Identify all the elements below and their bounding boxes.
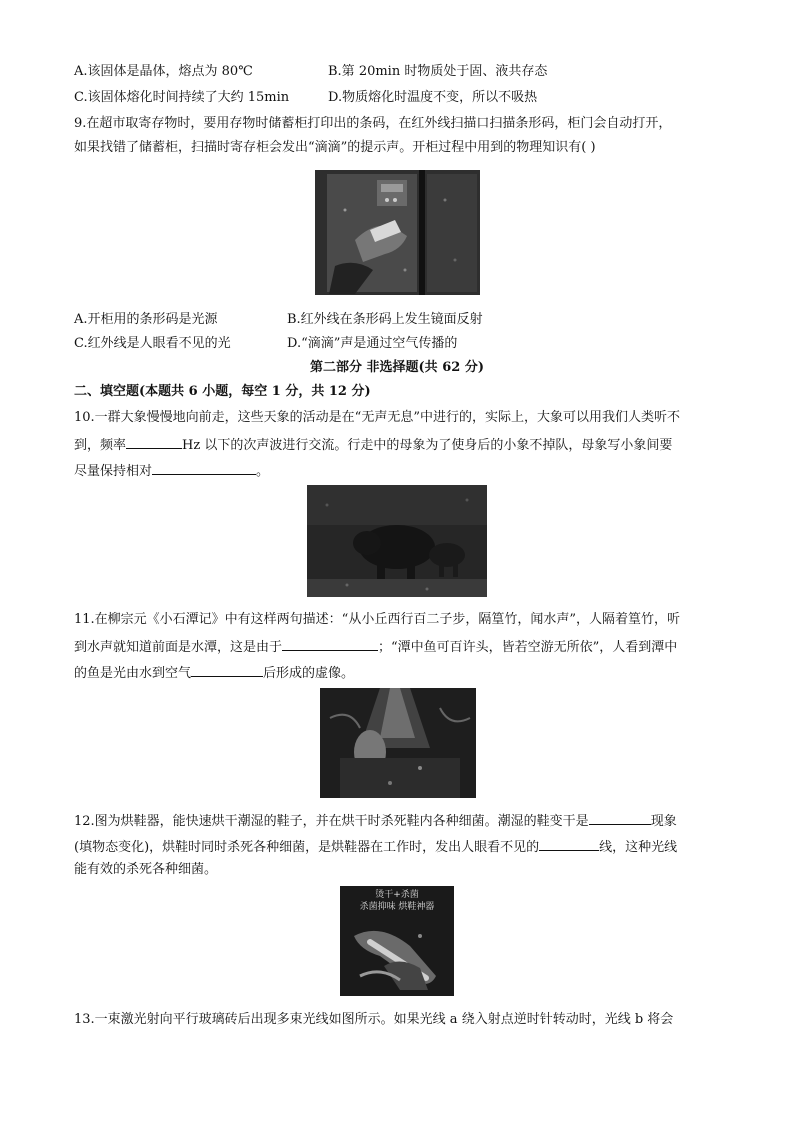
q10-line2-text-a: 到，频率 — [74, 438, 127, 453]
section-two-heading: 二、填空题(本题共 6 小题，每空 1 分，共 12 分) — [74, 384, 371, 399]
q12-answer-blank-2[interactable] — [539, 838, 599, 851]
q9-option-c: C.红外线是人眼看不见的光 — [74, 336, 231, 351]
shoe-dryer-illustration — [340, 916, 454, 996]
q12-stem-line3: 能有效的杀死各种细菌。 — [74, 862, 218, 877]
elephants-photo — [307, 485, 487, 597]
elephants-illustration — [307, 485, 487, 597]
q8-option-d: D.物质熔化时温度不变，所以不吸热 — [328, 90, 538, 105]
shoe-dryer-caption-2: 杀菌抑味 烘鞋神器 — [359, 902, 435, 912]
storage-locker-photo — [315, 170, 480, 295]
pond-illustration — [320, 688, 476, 798]
pond-photo — [320, 688, 476, 798]
q10-stem-line1: 10.一群大象慢慢地向前走，这些天象的活动是在“无声无息”中进行的，实际上，大象可以用我们人类听不 — [74, 410, 680, 425]
part-two-heading: 第二部分 非选择题(共 62 分) — [310, 360, 484, 375]
q9-option-d: D.“滴滴”声是通过空气传播的 — [287, 336, 458, 351]
q12-line2-text-a: (填物态变化)，烘鞋时同时杀死各种细菌，是烘鞋器在工作时，发出人眼看不见的 — [74, 840, 540, 855]
q8-option-a: A.该固体是晶体，熔点为 80℃ — [74, 64, 253, 79]
q10-answer-blank-1[interactable] — [126, 436, 182, 449]
q10-line2-text-b: Hz 以下的次声波进行交流。行走中的母象为了使身后的小象不掉队，母象写小象间要 — [182, 438, 673, 453]
q11-line3-text-b: 后形成的虚像。 — [263, 666, 355, 681]
q11-answer-blank-1[interactable] — [282, 638, 378, 651]
q12-line1-text-a: 12.图为烘鞋器，能快速烘干潮湿的鞋子，并在烘干时杀死鞋内各种细菌。潮湿的鞋变干是 — [74, 814, 589, 829]
q12-stem-line2 — [74, 838, 677, 856]
q13-stem-line1: 13.一束激光射向平行玻璃砖后出现多束光线如图所示。如果光线 a 绕入射点逆时针转动时，光线 b 将会 — [74, 1012, 674, 1027]
q10-stem-line2 — [74, 436, 672, 454]
q9-stem-line2: 如果找错了储蓄柜，扫描时寄存柜会发出“滴滴”的提示声。开柜过程中用到的物理知识有( ) — [74, 140, 596, 155]
shoe-dryer-caption-1: 烫干+杀菌 — [375, 890, 419, 900]
q11-line2-text-b: ；“潭中鱼可百许头，皆若空游无所依”，人看到潭中 — [378, 640, 678, 655]
q11-stem-line2 — [74, 638, 677, 656]
q10-answer-blank-2[interactable] — [152, 462, 256, 475]
q11-line2-text-a: 到水声就知道前面是水潭，这是由于 — [74, 640, 283, 655]
q10-stem-line3 — [74, 462, 269, 480]
q12-stem-line1 — [74, 812, 677, 830]
q9-option-a: A.开柜用的条形码是光源 — [74, 312, 218, 327]
q11-answer-blank-2[interactable] — [191, 664, 263, 677]
q11-line3-text-a: 的鱼是光由水到空气 — [74, 666, 192, 681]
q9-stem-line1: 9.在超市取寄存物时，要用存物时储蓄柜打印出的条码，在红外线扫描口扫描条形码，柜门会自动打开， — [74, 116, 672, 131]
q12-answer-blank-1[interactable] — [589, 812, 651, 825]
q9-option-b: B.红外线在条形码上发生镜面反射 — [287, 312, 483, 327]
q12-line1-text-b: 现象 — [650, 814, 677, 829]
q8-option-b: B.第 20min 时物质处于固、液共存态 — [328, 64, 548, 79]
q10-line3-text-a: 尽量保持相对 — [74, 464, 153, 479]
q8-option-c: C.该固体熔化时间持续了大约 15min — [74, 90, 290, 105]
q12-line2-text-b: 线，这种光线 — [599, 840, 678, 855]
storage-locker-illustration — [315, 170, 480, 295]
q11-stem-line3 — [74, 664, 354, 682]
shoe-dryer-photo — [340, 886, 454, 996]
q11-stem-line1: 11.在柳宗元《小石潭记》中有这样两句描述：“从小丘西行百二子步，隔篁竹，闻水声”，人隔着篁竹，听 — [74, 612, 680, 627]
q10-line3-text-b: 。 — [256, 464, 270, 479]
